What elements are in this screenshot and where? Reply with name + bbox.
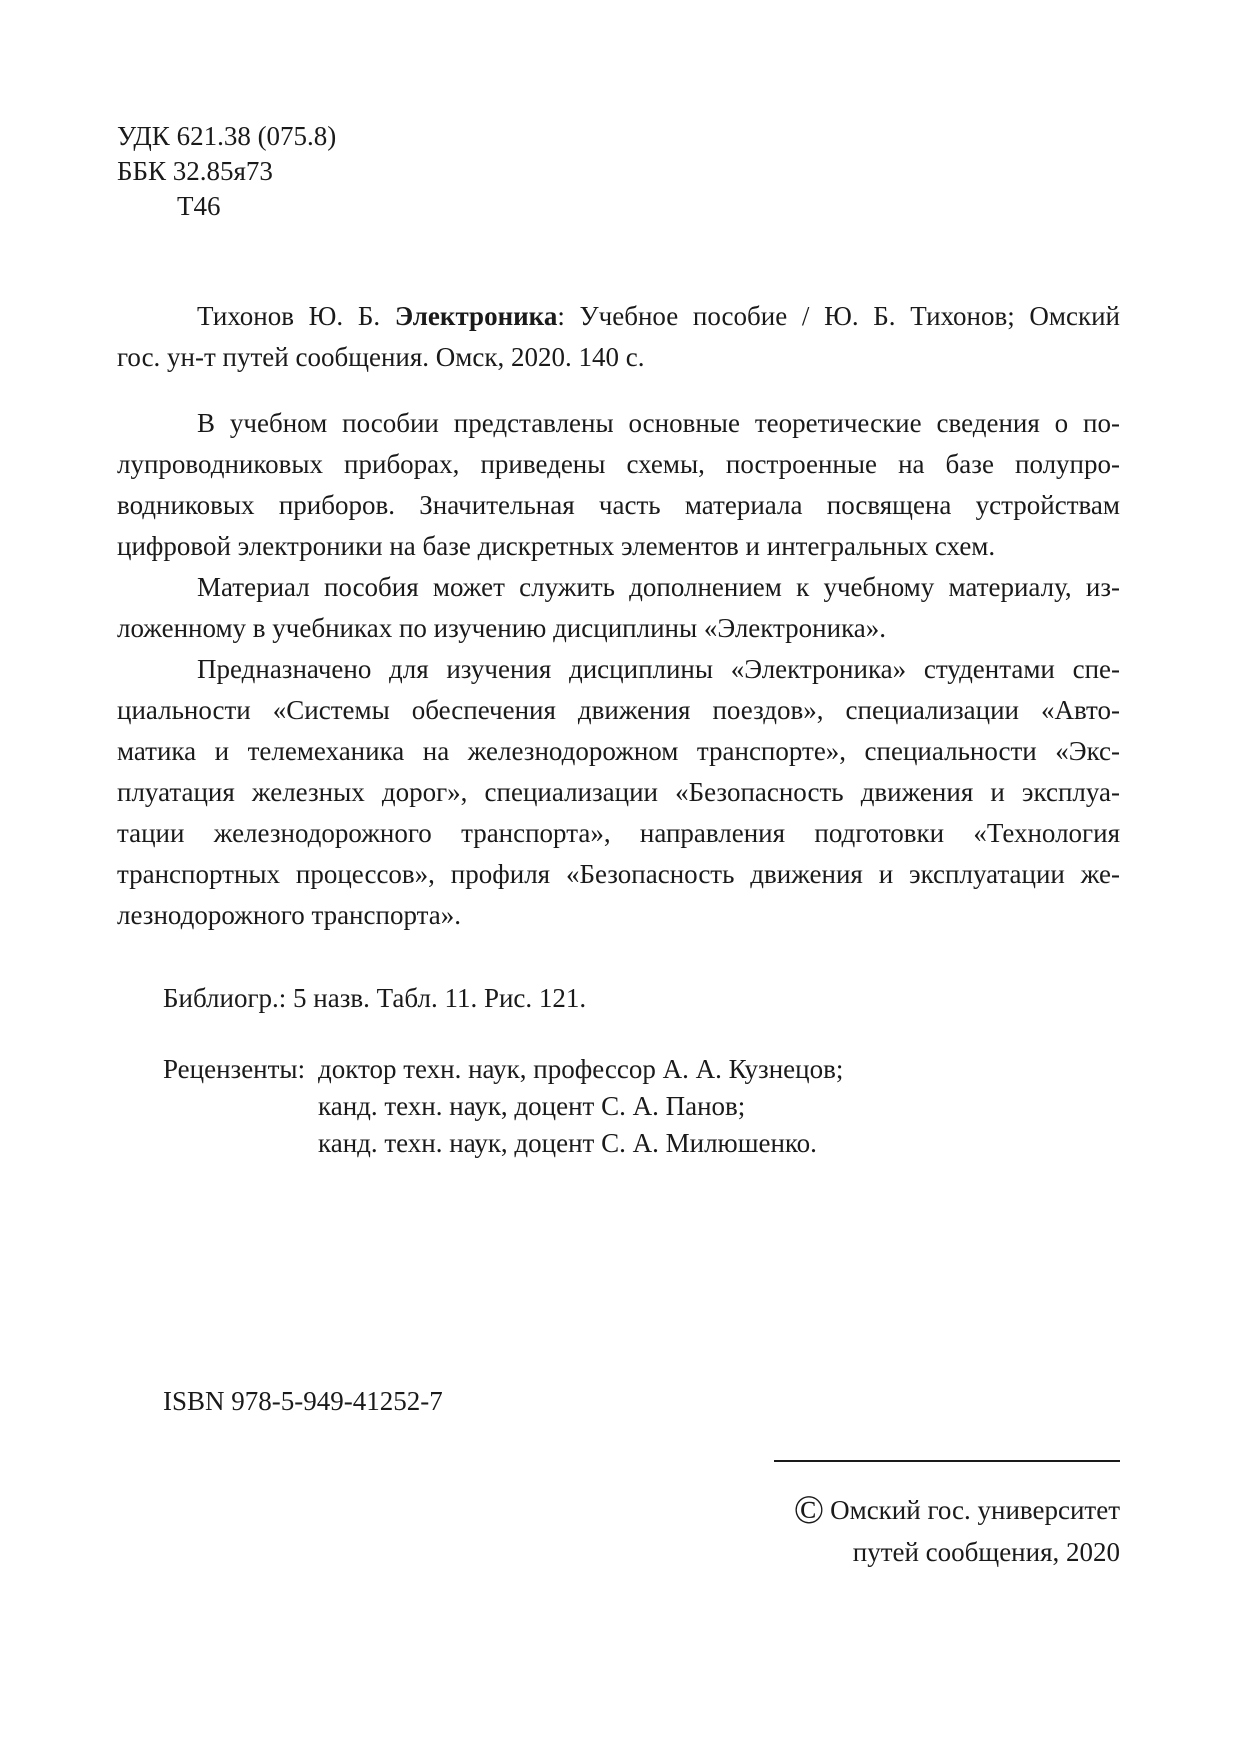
citation-author: Тихонов Ю. Б. (197, 301, 381, 331)
citation-title: Электроника (394, 301, 558, 331)
paragraph-line: циальности «Системы обеспечения движения поездов», специализации «Авто- (117, 695, 1120, 725)
abstract-paragraph-2 (117, 568, 1120, 650)
citation-line-1 (117, 297, 1120, 338)
paragraph-line: Материал пособия может служить дополнением к учебному материалу, из- (197, 572, 1120, 602)
abstract-paragraph-3 (117, 650, 1120, 937)
reviewer-3: канд. техн. наук, доцент С. А. Милюшенко. (318, 1128, 817, 1158)
isbn: ISBN 978-5-949-41252-7 (163, 1386, 443, 1416)
paragraph-line: Предназначено для изучения дисциплины «Электроника» студентами спе- (197, 654, 1120, 684)
reviewer-1: доктор техн. наук, профессор А. А. Кузнецов; (318, 1054, 844, 1084)
paragraph-line: водниковых приборов. Значительная часть материала посвящена устройствам (117, 490, 1120, 520)
paragraph-line: лупроводниковых приборах, приведены схемы, построенные на базе полупро- (117, 449, 1120, 479)
paragraph-line: плуатация железных дорог», специализации «Безопасность движения и эксплуа- (117, 777, 1120, 807)
reviewers-label: Рецензенты: (163, 1054, 306, 1084)
paragraph-line: ложенному в учебниках по изучению дисциплины «Электроника». (117, 613, 887, 643)
paragraph-line: В учебном пособии представлены основные теоретические сведения о по- (197, 408, 1120, 438)
bibliography-info: Библиогр.: 5 назв. Табл. 11. Рис. 121. (163, 983, 587, 1013)
copyright-icon: © (793, 1487, 825, 1532)
copyright-holder: Омский гос. университет (830, 1495, 1120, 1525)
udk-code: УДК 621.38 (075.8) (117, 121, 337, 151)
bbk-code: ББК 32.85я73 (117, 156, 273, 186)
citation-line-2: гос. ун-т путей сообщения. Омск, 2020. 140 с. (117, 342, 645, 372)
paragraph-line: транспортных процессов», профиля «Безопасность движения и эксплуатации же- (117, 859, 1120, 889)
copyright-block (793, 1487, 1120, 1571)
paragraph-line: цифровой электроники на базе дискретных элементов и интегральных схем. (117, 531, 996, 561)
citation-rest: : Учебное пособие / Ю. Б. Тихонов; Омский (557, 301, 1120, 331)
paragraph-line: лезнодорожного транспорта». (117, 900, 461, 930)
copyright-line-2: путей сообщения, 2020 (852, 1537, 1120, 1567)
reviewer-2: канд. техн. наук, доцент С. А. Панов; (318, 1091, 746, 1121)
copyright-line-1 (793, 1487, 1120, 1532)
paragraph-line: тации железнодорожного транспорта», направления подготовки «Технология (117, 818, 1120, 848)
author-mark: Т46 (177, 191, 221, 221)
abstract-paragraph-1 (117, 404, 1120, 568)
citation (117, 297, 1120, 379)
copyright-rule (774, 1460, 1120, 1462)
paragraph-line: матика и телемеханика на железнодорожном транспорте», специальности «Экс- (117, 736, 1120, 766)
